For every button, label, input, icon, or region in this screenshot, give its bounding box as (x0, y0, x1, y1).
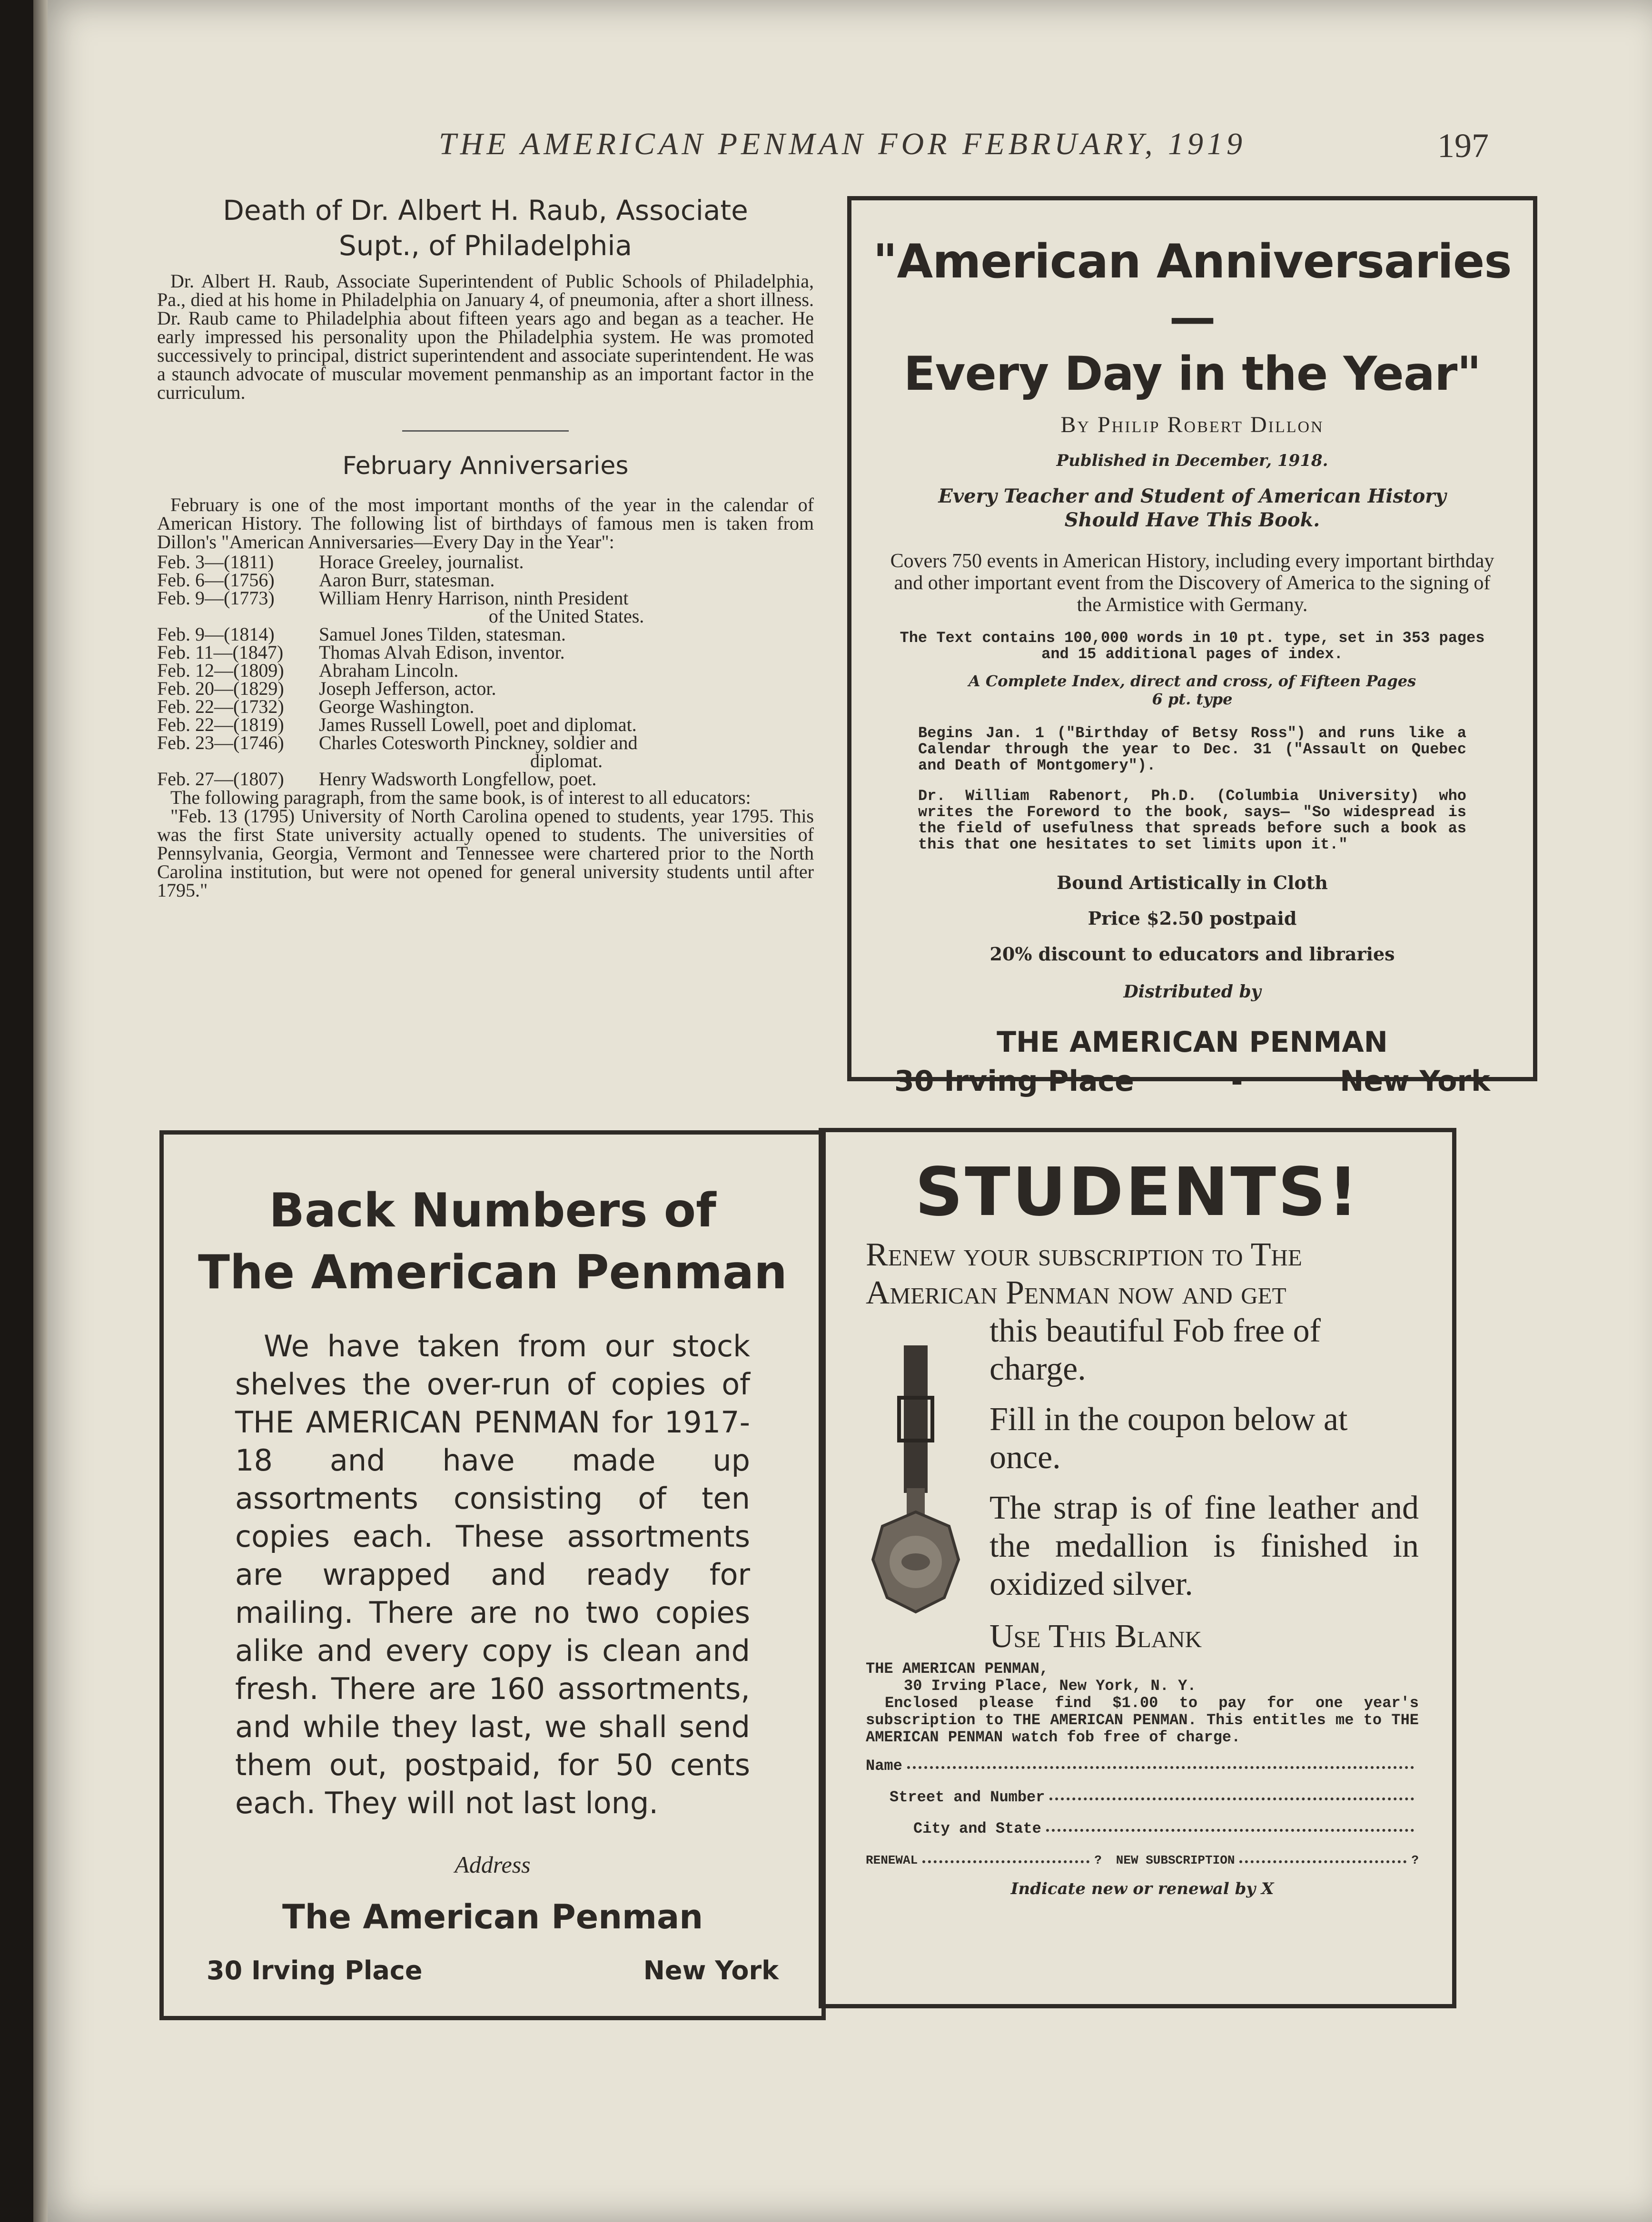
list-item: Feb. 6—(1756) Aaron Burr, statesman. (157, 569, 495, 591)
list-item-continuation: of the United States. (488, 605, 644, 627)
renew-text: Renew your subscription to The American Penman now and get (866, 1236, 1302, 1311)
back-numbers-ad (159, 1130, 826, 2020)
ad-headline: STUDENTS! (915, 1154, 1360, 1231)
indicate-note: Indicate new or renewal by X (1010, 1879, 1274, 1898)
begins-text: Begins Jan. 1 ("Birthday of Betsy Ross") and runs like a Calendar through the year to Dec. 31 ("Assault on Quebec and Death of Montgomery"). (918, 724, 1466, 774)
street-field[interactable]: Street and Number (866, 1789, 1419, 1806)
address-label: Address (455, 1851, 531, 1878)
publisher-address: 30 Irving Place - New York (894, 1065, 1490, 1098)
students-ad (819, 1128, 1456, 2008)
february-title: February Anniversaries (342, 452, 629, 480)
list-item: Feb. 23—(1746) Charles Cotesworth Pinckney, soldier and (157, 732, 638, 753)
anniversaries-book-ad (847, 196, 1537, 1098)
ad-headline: "American Anniversaries— Every Day in the Year" (873, 235, 1512, 401)
publisher-name: The American Penman (282, 1897, 703, 1936)
ad-tagline: Every Teacher and Student of American History Should Have This Book. (938, 485, 1446, 531)
publisher-name: THE AMERICAN PENMAN (997, 1026, 1388, 1059)
magazine-page (33, 0, 1652, 2222)
text-info: The Text contains 100,000 words in 10 pt. type, set in 353 pages and 15 additional pages of index. (900, 629, 1485, 663)
anniversary-list (157, 553, 814, 788)
running-title: THE AMERICAN PENMAN FOR FEBRUARY, 1919 (438, 127, 1246, 161)
city-field[interactable]: City and State (866, 1820, 1419, 1837)
death-article-body: Dr. Albert H. Raub, Associate Superintendent of Public Schools of Philadelphia, Pa., died at his home in Philadelphia on January 4, of pneumonia, after a short illness. Dr. Raub came to Philadelphia about fifteen years ago and began as a teacher. He early impressed his personality upon the Philadelphia system. He was promoted successively to principal, district superintendent and associate superintendent. He was a staunch advocate of muscular movement penmanship as an important factor in the curriculum. (157, 270, 814, 403)
list-item: Feb. 22—(1819) James Russell Lowell, poet and diplomat. (157, 714, 637, 735)
section-divider (402, 430, 569, 432)
byline: By Philip Robert Dillon (1060, 412, 1324, 437)
list-item: Feb. 9—(1814) Samuel Jones Tilden, statesman. (157, 623, 566, 645)
list-item: Feb. 3—(1811) Horace Greeley, journalist. (157, 551, 524, 573)
price: Price $2.50 postpaid (1088, 908, 1297, 929)
fob-section (866, 1312, 1419, 1656)
publisher-address: 30 Irving Place New York (207, 1955, 779, 1985)
list-item: Feb. 27—(1807) Henry Wadsworth Longfellow, poet. (157, 768, 597, 790)
binding-info: Bound Artistically in Cloth (1057, 872, 1328, 893)
covers-text: Covers 750 events in American History, including every important birthday and other important event from the Discovery of America to the signing of the Armistice with Germany. (890, 550, 1494, 616)
death-article-title: Death of Dr. Albert H. Raub, Associate Supt., of Philadelphia (223, 194, 748, 262)
list-item-continuation: diplomat. (530, 750, 603, 771)
back-numbers-body: We have taken from our stock shelves the over-run of copies of THE AMERICAN PENMAN for 1917-18 and have made up assortments consisting of ten copies each. These assortments are wrapped and ready for mailing. There are no two copies alike and every copy is clean and fresh. There are 160 assortments, and while they last, we shall send them out, postpaid, for 50 cents each. They will not last long. (235, 1329, 750, 1820)
fob-image (866, 1312, 989, 1645)
list-item: Feb. 9—(1773) William Henry Harrison, ninth President (157, 587, 629, 609)
left-column (157, 193, 814, 899)
watch-fob-icon (866, 1312, 970, 1645)
discount: 20% discount to educators and libraries (989, 943, 1395, 965)
february-intro: February is one of the most important months of the year in the calendar of American History. The following list of birthdays of famous men is taken from Dillon's "American Anniversaries—Every Day in the Year": (157, 494, 814, 553)
fob-description: this beautiful Fob free of charge. Fill in the coupon below at once. The strap is of fine leather and the medallion is finished in oxidized silver. Use This Blank (989, 1313, 1419, 1655)
binding-gutter (33, 0, 48, 2222)
new-subscription-field[interactable] (1239, 1860, 1406, 1863)
index-info: A Complete Index, direct and cross, of Fifteen Pages 6 pt. type (968, 672, 1416, 708)
list-item: Feb. 11—(1847) Thomas Alvah Edison, inventor. (157, 642, 565, 663)
list-item: Feb. 22—(1732) George Washington. (157, 696, 475, 717)
renewal-field[interactable] (922, 1860, 1089, 1863)
quote-paragraph: "Feb. 13 (1795) University of North Carolina opened to students, year 1795. This was the first State university actually opened to students. The universities of Pennsylvania, Georgia, Vermont and Tennessee were chartered prior to the North Carolina institution, but were not opened for general university students until after 1795." (157, 805, 814, 901)
following-paragraph: The following paragraph, from the same book, is of interest to all educators: (170, 787, 751, 808)
renewal-row: RENEWAL ? NEW SUBSCRIPTION ? (866, 1853, 1419, 1867)
rabenort-quote: Dr. William Rabenort, Ph.D. (Columbia University) who writes the Foreword to the book, says— "So widespread is the field of usefulness that spreads before such a book as this that one hesitates to set limits upon it." (918, 787, 1466, 853)
distributed-by: Distributed by (1123, 982, 1261, 1002)
ad-headline: Back Numbers of The American Penman (198, 1184, 787, 1300)
list-item: Feb. 12—(1809) Abraham Lincoln. (157, 660, 459, 681)
list-item: Feb. 20—(1829) Joseph Jefferson, actor. (157, 678, 496, 699)
name-field[interactable]: Name (866, 1758, 1419, 1775)
coupon: THE AMERICAN PENMAN, 30 Irving Place, New York, N. Y. Enclosed please find $1.00 to pay for one year's subscription to THE AMERICAN PENMAN. This entitles me to THE AMERICAN PENMAN watch fob free of charge. Name Street and Number City and State RENEWAL ? NEW SUBSCRIPTION ? Indicate new or renewal by X (866, 1660, 1419, 1898)
page-number: 197 (1437, 127, 1489, 165)
published-date: Published in December, 1918. (1056, 451, 1328, 470)
